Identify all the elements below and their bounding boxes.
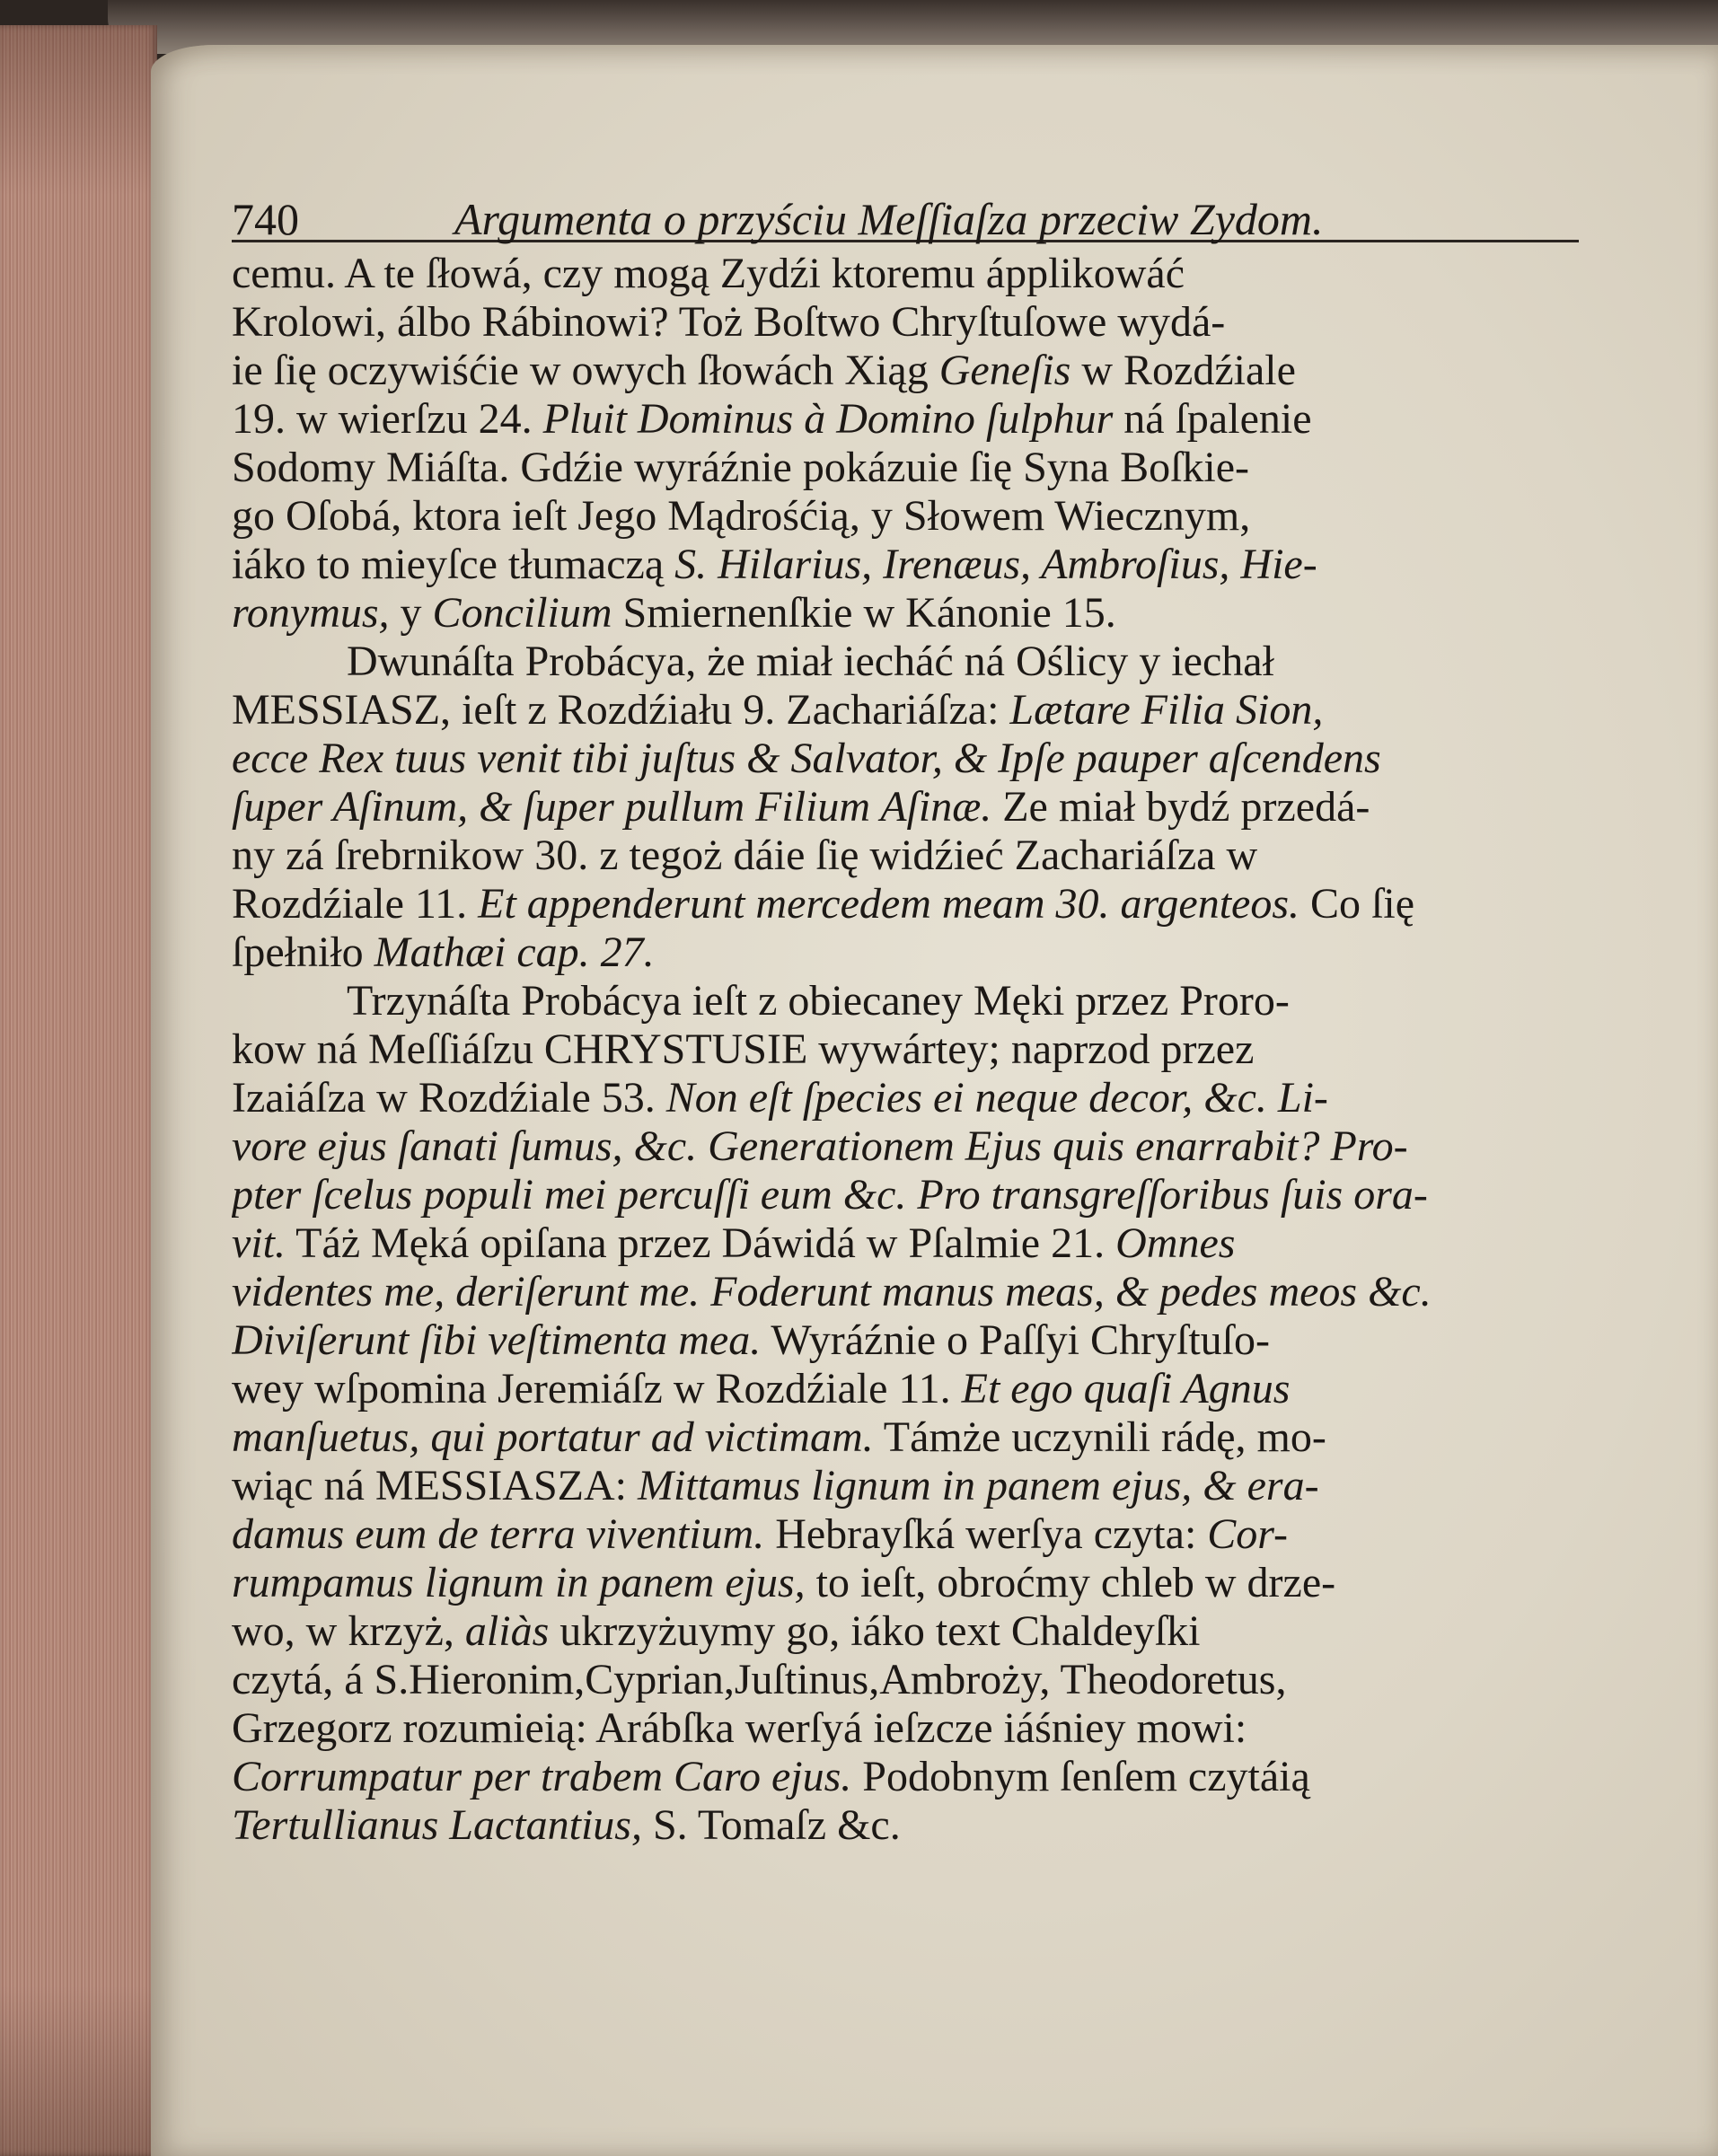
text-line: [232, 1607, 1579, 1656]
text-line: [232, 492, 1579, 541]
text-line: [232, 1656, 1579, 1704]
text-segment: Ze miał bydź przedá-: [991, 783, 1370, 831]
italic-text-segment: Geneſis: [938, 347, 1071, 394]
text-line: [232, 589, 1579, 638]
text-segment: S. Tomaſz &c.: [641, 1801, 901, 1849]
italic-text-segment: Mathæi cap. 27.: [374, 928, 655, 976]
italic-text-segment: Lætare Filia Sion,: [1009, 686, 1324, 734]
text-line: [232, 1025, 1579, 1074]
page-number: 740: [232, 194, 299, 244]
italic-text-segment: Cor-: [1207, 1510, 1288, 1558]
italic-text-segment: ronymus,: [232, 589, 390, 637]
text-segment: Podobnym ſenſem czytáią: [851, 1753, 1310, 1800]
text-segment: MESSIASZ, ieſt z Rozdźiału 9. Zachariáſza:: [232, 686, 1010, 734]
italic-text-segment: damus eum de terra viventium.: [232, 1510, 765, 1558]
text-segment: Dwunáſta Probácya, że miał iecháć ná Oślicy y iechał: [347, 638, 1274, 685]
italic-text-segment: Mittamus lignum in panem ejus, & era-: [637, 1462, 1319, 1509]
text-line: [232, 444, 1579, 492]
text-line: [232, 1316, 1579, 1365]
page-text-area: [232, 193, 1579, 1850]
text-line: [232, 638, 1579, 686]
text-line: [232, 1510, 1579, 1559]
italic-text-segment: aliàs: [464, 1607, 550, 1655]
text-line: [232, 1704, 1579, 1753]
italic-text-segment: pter ſcelus populi mei percuſſi eum &c. Pro transgreſſoribus ſuis ora-: [232, 1171, 1428, 1219]
text-line: [232, 735, 1579, 783]
text-line: [232, 880, 1579, 928]
text-segment: Wyráźnie o Paſſyi Chryſtuſo-: [761, 1316, 1270, 1364]
text-segment: Izaiáſza w Rozdźiale 53.: [232, 1074, 666, 1122]
italic-text-segment: Tertullianus Lactantius,: [232, 1801, 642, 1849]
text-line: [232, 928, 1579, 977]
text-line: [232, 1365, 1579, 1413]
text-segment: wiąc ná MESSIASZA:: [232, 1462, 638, 1509]
text-segment: go Oſobá, ktora ieſt Jego Mądrośćią, y Słowem Wiecznym,: [232, 492, 1251, 540]
text-segment: Támże uczynili rádę, mo-: [873, 1413, 1326, 1461]
text-line: [232, 686, 1579, 735]
italic-text-segment: ecce Rex tuus venit tibi juſtus & Salvator, & Ipſe pauper aſcendens: [232, 735, 1381, 782]
text-segment: ukrzyżuymy go, iáko text Chaldeyſki: [549, 1607, 1201, 1655]
text-segment: 19. w wierſzu 24.: [232, 395, 543, 443]
body-text: [232, 250, 1579, 1850]
text-line: [232, 1074, 1579, 1122]
text-segment: Smiernenſkie w Kánonie 15.: [612, 589, 1116, 637]
italic-text-segment: ſuper Aſinum, & ſuper pullum Filium Aſinæ.: [232, 783, 992, 831]
italic-text-segment: Diviſerunt ſibi veſtimenta mea.: [232, 1316, 762, 1364]
italic-text-segment: vore ejus ſanati ſumus, &c. Generationem Ejus quis enarrabit? Pro-: [232, 1122, 1408, 1170]
text-segment: cemu. A te ſłowá, czy mogą Zydźi ktoremu ápplikowáć: [232, 250, 1185, 297]
text-line: [232, 783, 1579, 832]
italic-text-segment: Corrumpatur per trabem Caro ejus.: [232, 1753, 852, 1800]
text-line: [232, 250, 1579, 298]
text-segment: ny zá ſrebrnikow 30. z tegoż dáie ſię widźieć Zachariáſza w: [232, 832, 1258, 879]
italic-text-segment: S. Hilarius, Irenæus, Ambroſius, Hie-: [674, 541, 1317, 588]
text-segment: ſpełniło: [232, 928, 374, 976]
text-segment: ie ſię oczywiśćie w owych ſłowách Xiąg: [232, 347, 939, 394]
text-segment: Hebrayſká werſya czyta:: [764, 1510, 1208, 1558]
text-segment: Rozdźiale 11.: [232, 880, 479, 928]
text-segment: wo, w krzyż,: [232, 1607, 465, 1655]
italic-text-segment: videntes me, deriſerunt me. Foderunt manus meas, & pedes meos &c.: [232, 1268, 1432, 1316]
italic-text-segment: Omnes: [1115, 1219, 1236, 1267]
italic-text-segment: Concilium: [432, 589, 612, 637]
text-line: [232, 347, 1579, 395]
italic-text-segment: Et ego quaſi Agnus: [961, 1365, 1291, 1412]
text-line: [232, 1171, 1579, 1219]
text-segment: wey wſpomina Jeremiáſz w Rozdźiale 11.: [232, 1365, 962, 1412]
text-line: [232, 977, 1579, 1025]
italic-text-segment: manſuetus, qui portatur ad victimam.: [232, 1413, 874, 1461]
text-line: [232, 395, 1579, 444]
text-segment: czytá, á S.Hieronim,Cyprian,Juſtinus,Ambroży, Theodoretus,: [232, 1656, 1287, 1703]
text-line: [232, 1413, 1579, 1462]
text-segment: y: [389, 589, 433, 637]
running-header: [232, 193, 1579, 242]
italic-text-segment: Pluit Dominus à Domino ſulphur: [542, 395, 1114, 443]
text-line: [232, 298, 1579, 347]
text-line: [232, 541, 1579, 589]
text-line: [232, 1753, 1579, 1801]
italic-text-segment: Et appenderunt mercedem meam 30. argenteos.: [478, 880, 1300, 928]
text-segment: Co ſię: [1300, 880, 1415, 928]
text-segment: w Rozdźiale: [1070, 347, 1296, 394]
text-line: [232, 832, 1579, 880]
text-segment: Grzegorz rozumieią: Arábſka werſyá ieſzcze iáśniey mowi:: [232, 1704, 1247, 1752]
page-edges-fore-edge: [0, 25, 157, 2156]
text-segment: kow ná Meſſiáſzu CHRYSTUSIE wywártey; naprzod przez: [232, 1025, 1255, 1073]
running-title: Argumenta o przyściu Meſſiaſza przeciw Zydom.: [454, 194, 1324, 244]
text-line: [232, 1219, 1579, 1268]
text-line: [232, 1462, 1579, 1510]
italic-text-segment: vit.: [232, 1219, 286, 1267]
text-segment: iáko to mieyſce tłumaczą: [232, 541, 675, 588]
text-segment: Sodomy Miáſta. Gdźie wyráźnie pokázuie ſię Syna Boſkie-: [232, 444, 1250, 491]
text-segment: Krolowi, álbo Rábinowi? Toż Boſtwo Chryſtuſowe wydá-: [232, 298, 1226, 346]
text-line: [232, 1801, 1579, 1850]
italic-text-segment: rumpamus lignum in panem ejus,: [232, 1559, 806, 1606]
text-line: [232, 1122, 1579, 1171]
text-line: [232, 1559, 1579, 1607]
text-segment: ná ſpalenie: [1113, 395, 1312, 443]
text-segment: to ieſt, obroćmy chleb w drze-: [805, 1559, 1336, 1606]
text-segment: Táż Męká opiſana przez Dáwidá w Pſalmie 21.: [285, 1219, 1116, 1267]
text-segment: Trzynáſta Probácya ieſt z obiecaney Męki przez Proro-: [347, 977, 1290, 1025]
text-line: [232, 1268, 1579, 1316]
italic-text-segment: Non eſt ſpecies ei neque decor, &c. Li-: [665, 1074, 1328, 1122]
